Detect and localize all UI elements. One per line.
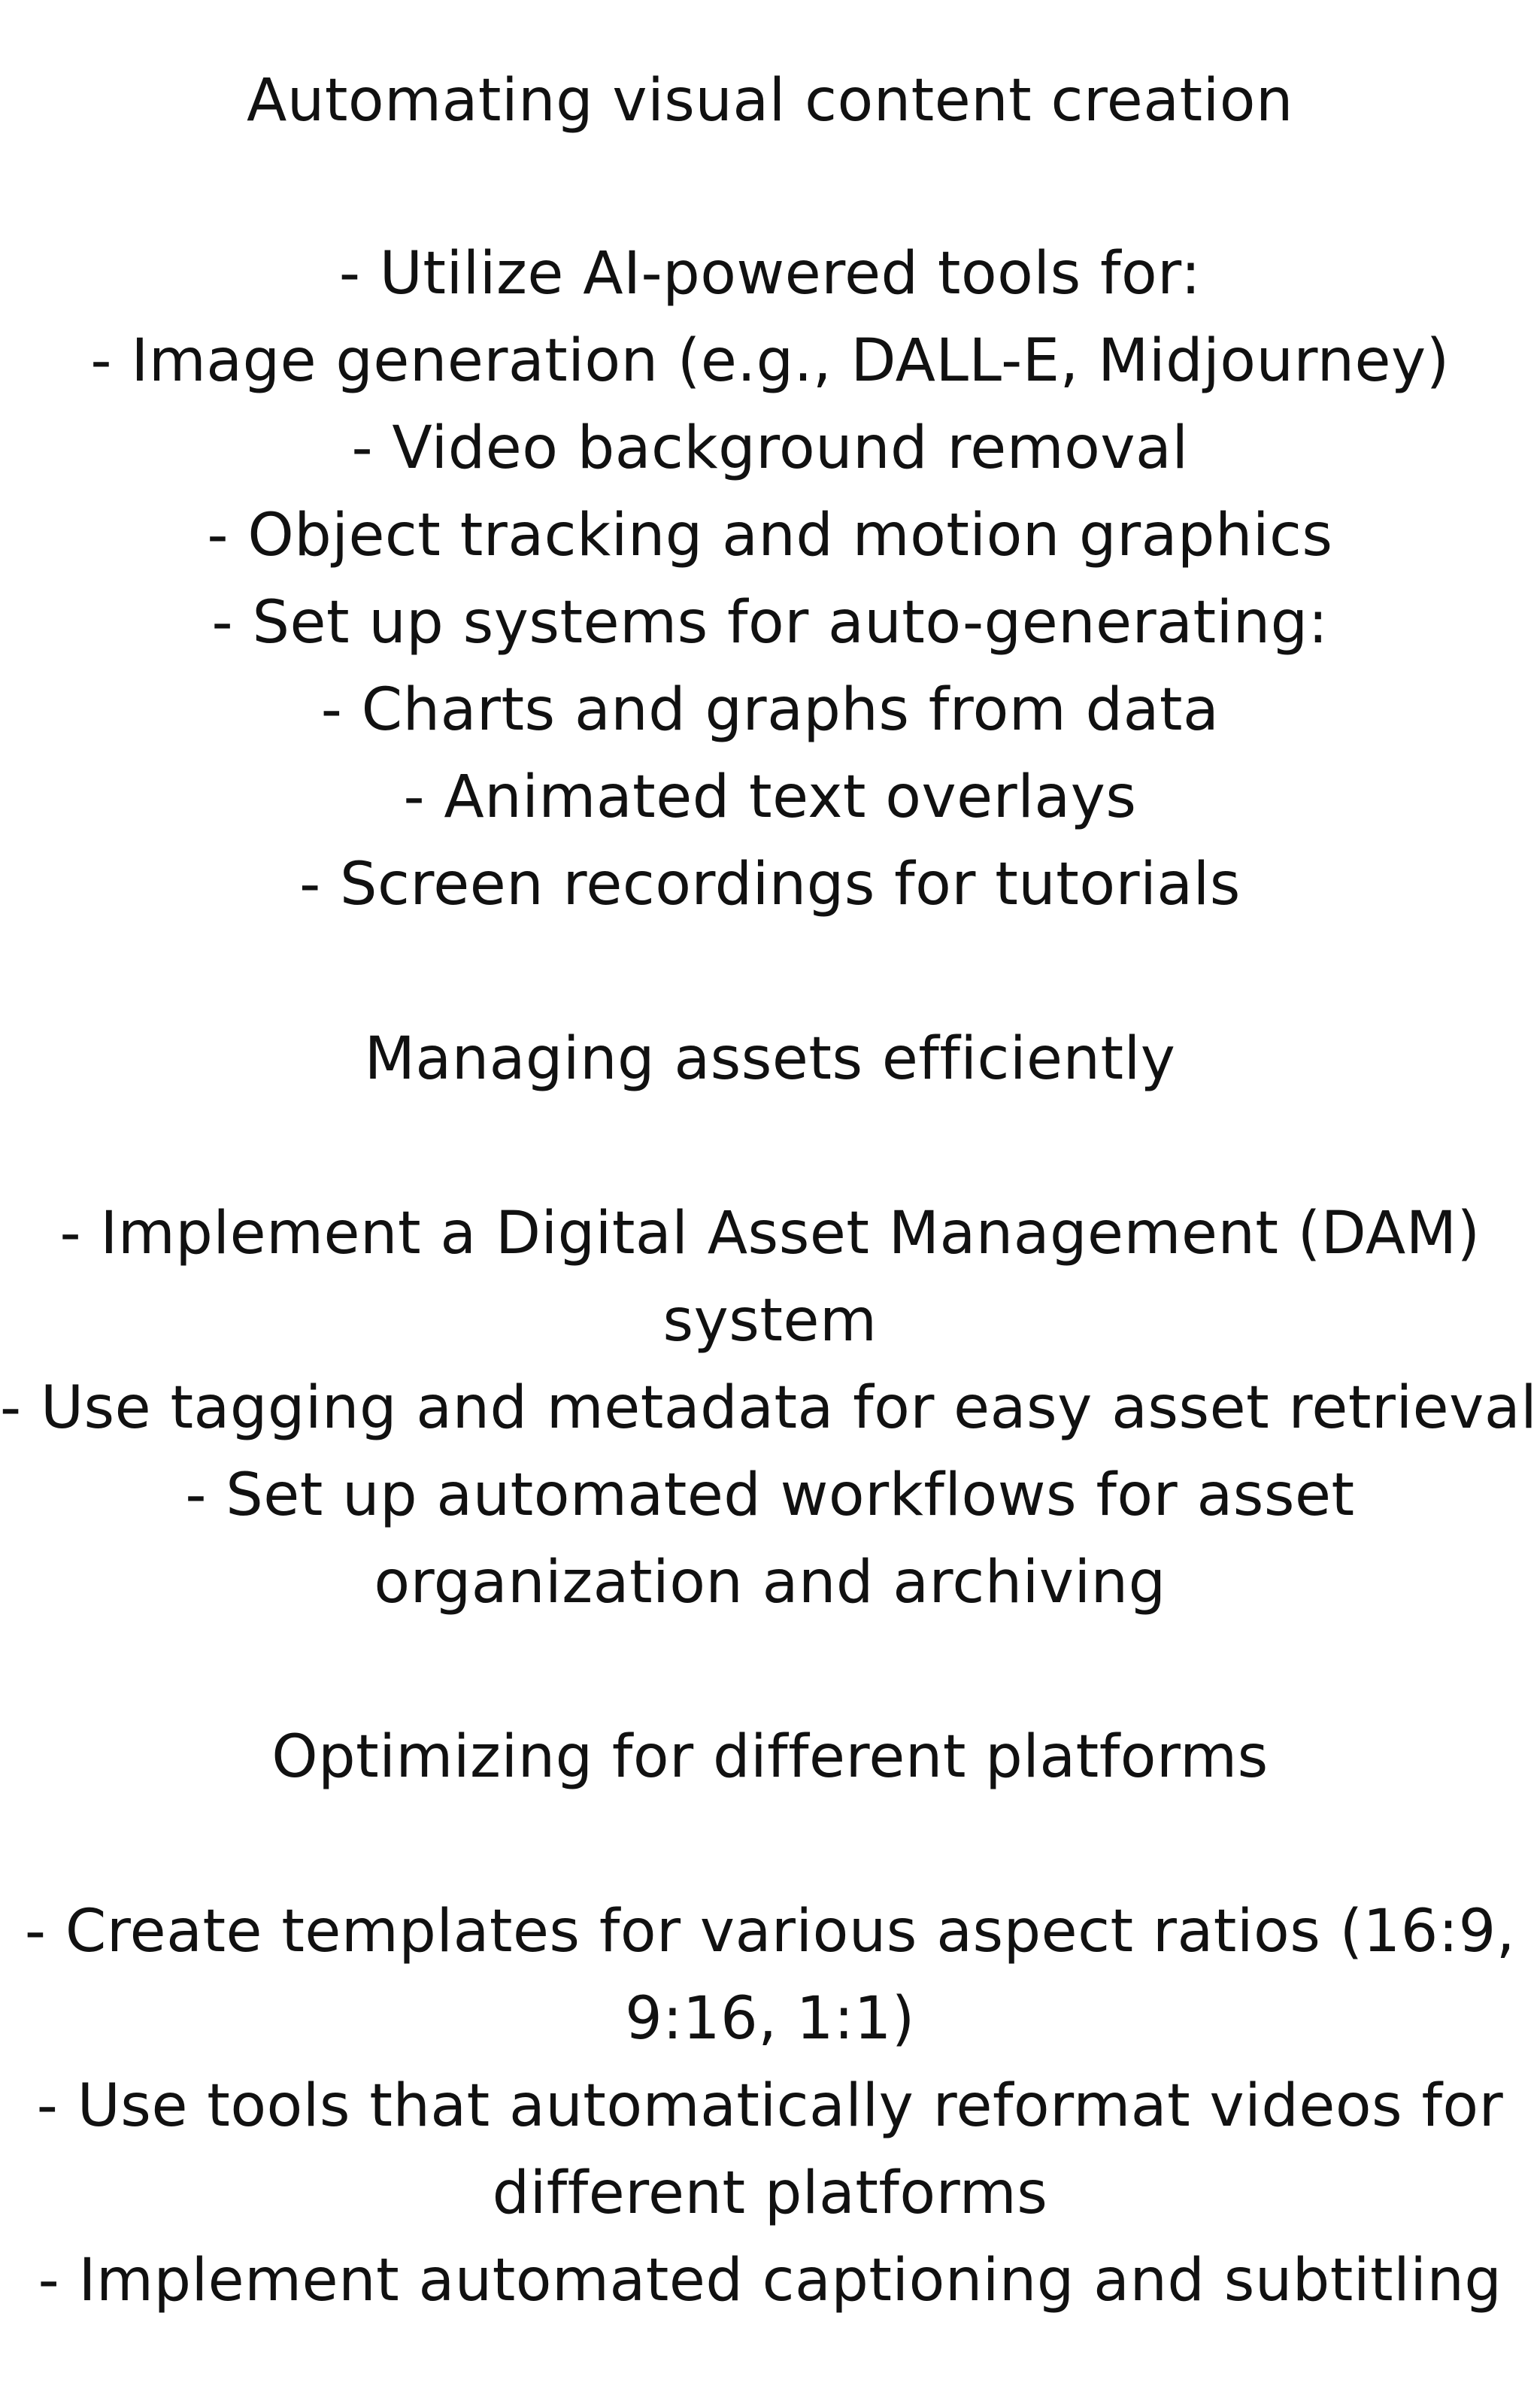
list-item: - Animated text overlays — [403, 763, 1137, 831]
list-item: 9:16, 1:1) — [625, 1985, 915, 2053]
list-item: - Image generation (e.g., DALL-E, Midjourney) — [90, 327, 1450, 395]
list-item: - Create templates for various aspect ratios (16:9, — [24, 1898, 1516, 1965]
list-item: - Object tracking and motion graphics — [207, 502, 1333, 569]
list-item: - Screen recordings for tutorials — [299, 851, 1241, 918]
list-item: - Use tools that automatically reformat videos for — [36, 2072, 1504, 2140]
section-heading: Optimizing for different platforms — [271, 1723, 1269, 1791]
list-item: system — [662, 1287, 878, 1355]
list-item: - Charts and graphs from data — [320, 676, 1220, 744]
list-item: organization and archiving — [374, 1549, 1166, 1616]
list-item: - Use tagging and metadata for easy asset retrieval — [0, 1374, 1538, 1442]
list-item: - Implement a Digital Asset Management (DAM) — [59, 1200, 1481, 1267]
list-item: - Set up automated workflows for asset — [185, 1462, 1355, 1529]
list-item: - Utilize AI-powered tools for: — [338, 240, 1202, 308]
list-item: different platforms — [492, 2160, 1048, 2227]
list-item: - Video background removal — [351, 414, 1189, 482]
list-item: - Implement automated captioning and subtitling — [38, 2247, 1502, 2314]
list-item: - Set up systems for auto-generating: — [211, 589, 1329, 657]
section-heading: Managing assets efficiently — [364, 1025, 1176, 1093]
section-heading: Automating visual content creation — [247, 67, 1293, 135]
